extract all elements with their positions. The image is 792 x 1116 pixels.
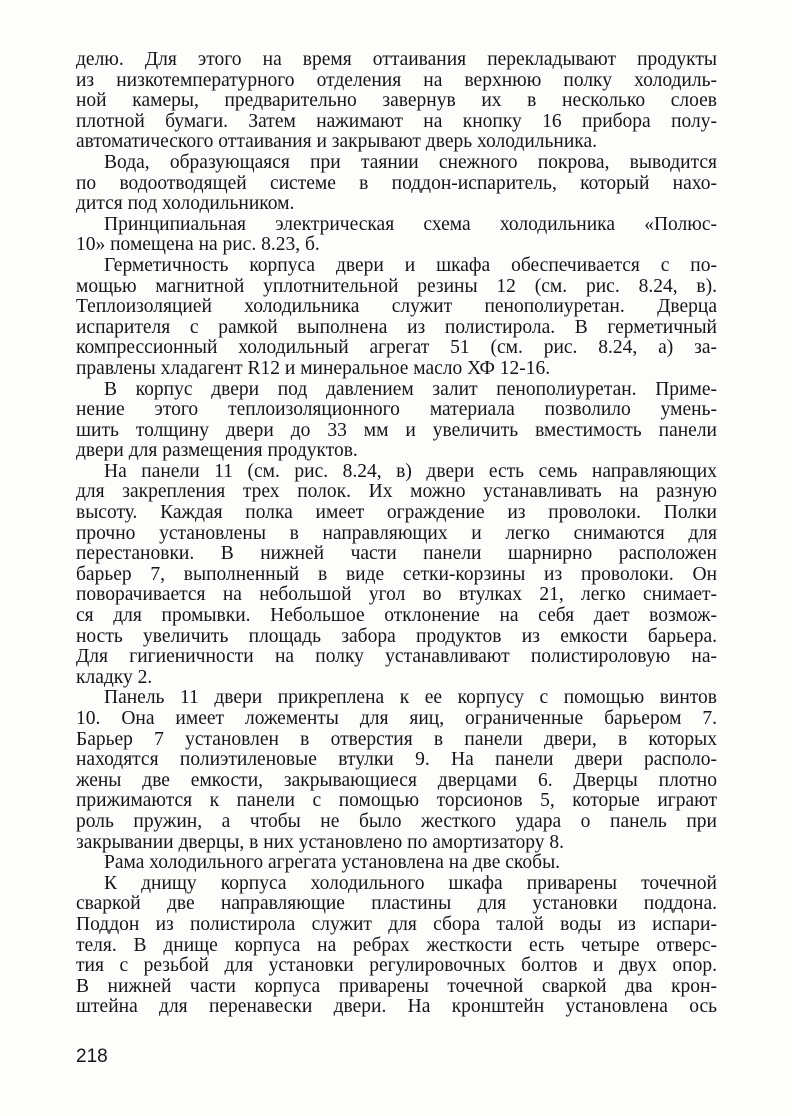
text-line: перестановки. В нижней части панели шарнирно расположен (76, 543, 717, 565)
text-line: двери для размещения продуктов. (76, 440, 358, 462)
paragraph (76, 50, 717, 153)
text-line: К днищу корпуса холодильного шкафа приварены точечной (104, 872, 717, 894)
text-line: тия с резьбой для установки регулировочных болтов и двух опор. (76, 955, 717, 977)
text-line: испарителя с рамкой выполнена из полистирола. В герметичный (76, 316, 717, 338)
text-line: нение этого теплоизоляционного материала позволило умень- (76, 399, 717, 421)
text-line: мощью магнитной уплотнительной резины 12 (см. рис. 8.24, в). (76, 275, 717, 297)
text-line: Барьер 7 установлен в отверстия в панели двери, в которых (76, 728, 717, 750)
text-line: кладку 2. (76, 666, 153, 688)
text-line: ность увеличить площадь забора продуктов из емкости барьера. (76, 625, 717, 647)
text-line: прочно установлены в направляющих и легко снимаются для (76, 522, 717, 544)
text-line: В нижней части корпуса приварены точечной сваркой два крон- (76, 975, 717, 997)
text-line: роль пружин, а чтобы не было жесткого удара о панель при (76, 810, 717, 832)
paragraph (76, 462, 717, 689)
text-line: сваркой две направляющие пластины для установки поддона. (76, 893, 717, 915)
text-line: На панели 11 (см. рис. 8.24, в) двери есть семь направляющих (104, 460, 717, 482)
page-number: 218 (76, 1046, 108, 1067)
text-line: Герметичность корпуса двери и шкафа обеспечивается с по- (104, 254, 717, 276)
text-line: автоматического оттаивания и закрывают дверь холодильника. (76, 131, 597, 153)
text-line: по водоотводящей системе в поддон-испаритель, который нахо- (76, 172, 717, 194)
text-line: дится под холодильником. (76, 193, 295, 215)
paragraph (76, 688, 717, 853)
text-line: барьер 7, выполненный в виде сетки-корзины из проволоки. Он (76, 563, 717, 585)
text-line: 10» помещена на рис. 8.23, б. (76, 234, 320, 256)
paragraph (76, 215, 717, 256)
body-text (76, 50, 717, 1018)
text-line: Вода, образующаяся при таянии снежного покрова, выводится (104, 151, 717, 173)
text-line: Принципиальная электрическая схема холодильника «Полюс- (104, 213, 717, 235)
paragraph (76, 853, 717, 874)
text-line: штейна для перенавески двери. На кронштейн установлена ось (76, 996, 717, 1018)
text-line: закрывании дверцы, в них установлено по амортизатору 8. (76, 831, 565, 853)
text-line: высоту. Каждая полка имеет ограждение из проволоки. Полки (76, 502, 717, 524)
text-line: жены две емкости, закрывающиеся дверцами 6. Дверцы плотно (76, 769, 717, 791)
text-line: для закрепления трех полок. Их можно устанавливать на разную (76, 481, 717, 503)
paragraph (76, 153, 717, 215)
text-line: делю. Для этого на время оттаивания перекладывают продукты (76, 49, 717, 70)
text-line: находятся полиэтиленовые втулки 9. На панели двери располо- (76, 749, 717, 771)
paragraph (76, 256, 717, 380)
text-line: шить толщину двери до 33 мм и увеличить вместимость панели (76, 419, 717, 441)
text-line: компрессионный холодильный агрегат 51 (см. рис. 8.24, а) за- (76, 337, 717, 359)
paragraph (76, 874, 717, 1018)
text-line: из низкотемпературного отделения на верхнюю полку холодиль- (76, 69, 717, 91)
text-line: Панель 11 двери прикреплена к ее корпусу с помощью винтов (104, 687, 717, 709)
text-line: Поддон из полистирола служит для сбора талой воды из испари- (76, 913, 717, 935)
text-line: правлены хладагент R12 и минеральное масло ХФ 12-16. (76, 357, 551, 379)
text-line: В корпус двери под давлением залит пенополиуретан. Приме- (104, 378, 717, 400)
text-line: плотной бумаги. Затем нажимают на кнопку 16 прибора полу- (76, 110, 717, 132)
text-line: ной камеры, предварительно завернув их в несколько слоев (76, 90, 717, 112)
paragraph (76, 380, 717, 462)
text-line: прижимаются к панели с помощью торсионов 5, которые играют (76, 790, 717, 812)
text-line: теля. В днище корпуса на ребрах жесткости есть четыре отверс- (76, 934, 717, 956)
text-line: 10. Она имеет ложементы для яиц, ограниченные барьером 7. (76, 708, 717, 729)
text-line: ся для промывки. Небольшое отклонение на себя дает возмож- (76, 605, 717, 627)
text-line: Для гигиеничности на полку устанавливают полистироловую на- (76, 646, 717, 668)
text-line: Теплоизоляцией холодильника служит пенополиуретан. Дверца (76, 296, 717, 318)
text-line: поворачивается на небольшой угол во втулках 21, легко снимает- (76, 584, 717, 606)
text-line: Рама холодильного агрегата установлена на две скобы. (104, 852, 561, 874)
